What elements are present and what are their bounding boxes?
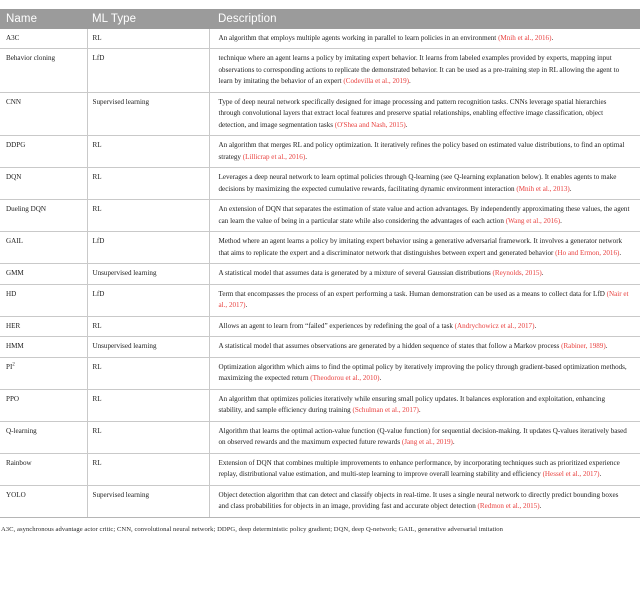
cell-description: An extension of DQN that separates the estimation of state value and action advantages. By independently approximating these values, the agent can learn the value of being in a particular state while also considering the advantages of each action (Wang et al., 2016). — [209, 200, 640, 232]
cell-description: A statistical model that assumes data is generated by a mixture of several Gaussian distributions (Reynolds, 2015). — [209, 264, 640, 284]
citation-link[interactable]: (Jang et al., 2019) — [401, 438, 453, 447]
cell-name: HD — [0, 284, 87, 316]
cell-ml-type: LfD — [87, 232, 209, 264]
cell-ml-type: RL — [87, 453, 209, 485]
cell-description: A statistical model that assumes observations are generated by a hidden sequence of states that follow a Markov process (Rabiner, 1989). — [209, 337, 640, 357]
cell-name: CNN — [0, 92, 87, 135]
cell-description: An algorithm that merges RL and policy optimization. It iteratively refines the policy based on estimated value distributions, to find an optimal strategy (Lillicrap et al., 2016). — [209, 136, 640, 168]
column-header-name: Name — [0, 9, 87, 29]
table-header — [0, 9, 640, 29]
cell-ml-type: Unsupervised learning — [87, 264, 209, 284]
cell-ml-type: RL — [87, 136, 209, 168]
cell-ml-type: LfD — [87, 284, 209, 316]
citation-link[interactable]: (Nair et al., 2017) — [218, 289, 629, 310]
cell-ml-type: RL — [87, 29, 209, 49]
cell-name: Rainbow — [0, 453, 87, 485]
cell-name: HMM — [0, 337, 87, 357]
cell-description: Optimization algorithm which aims to find the optimal policy by iteratively improving the policy through gradient-based optimization methods, maximizing the expected return (Theodorou et al., 2010). — [209, 357, 640, 389]
cell-ml-type: RL — [87, 168, 209, 200]
citation-link[interactable]: (Codevilla et al., 2019) — [343, 77, 409, 86]
table-row — [0, 29, 640, 49]
citation-link[interactable]: (Theodorou et al., 2010) — [310, 374, 380, 383]
cell-ml-type: Supervised learning — [87, 485, 209, 517]
citation-link[interactable]: (Mnih et al., 2016) — [498, 34, 552, 42]
citation-link[interactable]: (Schulman et al., 2017) — [352, 406, 419, 415]
cell-description: Term that encompasses the process of an expert performing a task. Human demonstration can be used as a means to collect data for LfD (Nair et al., 2017). — [209, 284, 640, 316]
cell-description: Leverages a deep neural network to learn optimal policies through Q-learning (see Q-learning explanation below). It enables agents to make decisions by maximizing the expected cumulative rewards, facilitating dynamic environment interaction (Mnih et al., 2013). — [209, 168, 640, 200]
cell-description: An algorithm that employs multiple agents working in parallel to learn policies in an environment (Mnih et al., 2016). — [209, 29, 640, 49]
table-footnote: A3C, asynchronous advantage actor critic; CNN, convolutional neural network; DDPG, deep deterministic policy gradient; DQN, deep Q-network; GAIL, generative adversarial imitation — [1, 525, 504, 533]
cell-name: DQN — [0, 168, 87, 200]
citation-link[interactable]: (Reynolds, 2015) — [492, 269, 542, 278]
cell-ml-type: RL — [87, 421, 209, 453]
table-row — [0, 485, 640, 517]
cell-ml-type: RL — [87, 357, 209, 389]
table-row — [0, 49, 640, 92]
table-row — [0, 92, 640, 135]
cell-name: GMM — [0, 264, 87, 284]
cell-name: GAIL — [0, 232, 87, 264]
cell-description: An algorithm that optimizes policies iteratively while ensuring small policy updates. It balances exploration and exploitation, enhancing stability, and sample efficiency during training (Schulman et al., 2017). — [209, 389, 640, 421]
table-row — [0, 421, 640, 453]
citation-link[interactable]: (Redmon et al., 2015) — [477, 502, 540, 511]
cell-description: Allows an agent to learn from “failed” experiences by redefining the goal of a task (Andrychowicz et al., 2017). — [209, 316, 640, 336]
column-header-ml-type: ML Type — [87, 9, 209, 29]
cell-name: Behavior cloning — [0, 49, 87, 92]
ml-algorithms-table — [0, 9, 640, 518]
cell-description: Algorithm that learns the optimal action-value function (Q-value function) for sequential decision-making. It updates Q-values iteratively based on observed rewards and the maximum expected future rewards (Jang et al., 2019). — [209, 421, 640, 453]
cell-ml-type: Supervised learning — [87, 92, 209, 135]
citation-link[interactable]: (Andrychowicz et al., 2017) — [454, 321, 535, 330]
cell-ml-type: RL — [87, 200, 209, 232]
citation-link[interactable]: (Lillicrap et al., 2016) — [242, 152, 306, 161]
table-row — [0, 337, 640, 357]
table-body — [0, 29, 640, 517]
citation-link[interactable]: (O'Shea and Nash, 2015) — [334, 120, 406, 129]
cell-ml-type: Unsupervised learning — [87, 337, 209, 357]
cell-description: Type of deep neural network specifically designed for image processing and pattern recognition tasks. CNNs leverage spatial hierarchies through convolutional layers that extract local features and preserve spatial relationships, enabling effective image classification, object detection, and image segmentation tasks (O'Shea and Nash, 2015). — [209, 92, 640, 135]
cell-description: Method where an agent learns a policy by imitating expert behavior using a generative adversarial framework. It involves a generator network that aims to replicate the expert and a discriminator network that distinguishes between expert and generated behavior (Ho and Ermon, 2016). — [209, 232, 640, 264]
citation-link[interactable]: (Rabiner, 1989) — [561, 342, 606, 351]
cell-ml-type: RL — [87, 316, 209, 336]
top-spacer — [0, 0, 640, 9]
citation-link[interactable]: (Mnih et al., 2013) — [516, 184, 570, 193]
cell-name: HER — [0, 316, 87, 336]
citation-link[interactable]: (Wang et al., 2016) — [505, 216, 561, 225]
cell-name: YOLO — [0, 485, 87, 517]
table-row — [0, 232, 640, 264]
table-row — [0, 200, 640, 232]
cell-ml-type: LfD — [87, 49, 209, 92]
citation-link[interactable]: (Hessel et al., 2017) — [542, 470, 600, 479]
column-header-description: Description — [209, 9, 640, 29]
cell-name: DDPG — [0, 136, 87, 168]
cell-name-superscript: 2 — [12, 362, 15, 368]
table-row — [0, 453, 640, 485]
cell-ml-type: RL — [87, 389, 209, 421]
cell-name: Dueling DQN — [0, 200, 87, 232]
cell-name: Q-learning — [0, 421, 87, 453]
header-row — [0, 9, 640, 29]
cell-description: Extension of DQN that combines multiple improvements to enhance performance, by incorporating techniques such as prioritized experience replay, distributional value estimation, and multi-step learning to improve overall learning stability and efficiency (Hessel et al., 2017). — [209, 453, 640, 485]
cell-name: A3C — [0, 29, 87, 49]
citation-link[interactable]: (Ho and Ermon, 2016) — [555, 248, 620, 257]
cell-name: PPO — [0, 389, 87, 421]
table-row — [0, 264, 640, 284]
cell-name: $PI^2$ — [0, 357, 87, 389]
table-row — [0, 357, 640, 389]
table-row — [0, 389, 640, 421]
table-row — [0, 284, 640, 316]
table-row — [0, 316, 640, 336]
table-row — [0, 136, 640, 168]
cell-description: technique where an agent learns a policy by imitating expert behavior. It learns from labeled examples provided by experts, mapping input observations to corresponding actions to replicate the demonstrated behavior. It can be used as a pre-training step in RL allowing the agent to learn by imitating the behavior of an expert (Codevilla et al., 2019). — [209, 49, 640, 92]
cell-description: Object detection algorithm that can detect and classify objects in real-time. It uses a single neural network to directly predict bounding boxes and class probabilities for objects in an image, providing fast and accurate object detection (Redmon et al., 2015). — [209, 485, 640, 517]
table-row — [0, 168, 640, 200]
